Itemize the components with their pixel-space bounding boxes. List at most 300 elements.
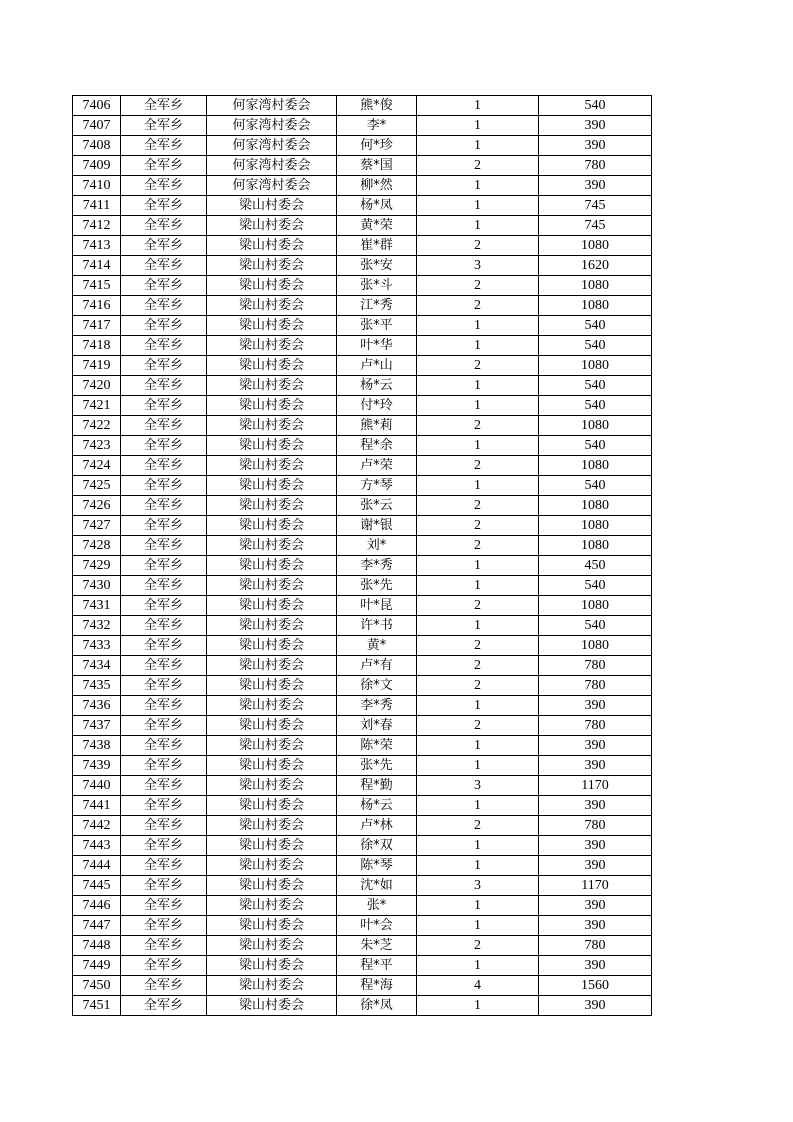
row-number-cell: 7443 — [73, 836, 121, 856]
village-committee-cell: 梁山村委会 — [207, 576, 337, 596]
amount-cell: 1560 — [539, 976, 652, 996]
amount-cell: 540 — [539, 476, 652, 496]
count-cell: 2 — [417, 516, 539, 536]
row-number-cell: 7450 — [73, 976, 121, 996]
township-cell: 全军乡 — [121, 676, 207, 696]
row-number-cell: 7434 — [73, 656, 121, 676]
township-cell: 全军乡 — [121, 176, 207, 196]
table-row — [73, 596, 652, 616]
village-committee-cell: 梁山村委会 — [207, 596, 337, 616]
amount-cell: 390 — [539, 796, 652, 816]
township-cell: 全军乡 — [121, 296, 207, 316]
amount-cell: 450 — [539, 556, 652, 576]
name-cell: 张*云 — [337, 496, 417, 516]
count-cell: 1 — [417, 756, 539, 776]
count-cell: 2 — [417, 496, 539, 516]
count-cell: 3 — [417, 876, 539, 896]
row-number-cell: 7444 — [73, 856, 121, 876]
row-number-cell: 7445 — [73, 876, 121, 896]
township-cell: 全军乡 — [121, 836, 207, 856]
amount-cell: 1080 — [539, 636, 652, 656]
name-cell: 叶*会 — [337, 916, 417, 936]
name-cell: 朱*芝 — [337, 936, 417, 956]
township-cell: 全军乡 — [121, 756, 207, 776]
township-cell: 全军乡 — [121, 416, 207, 436]
name-cell: 刘* — [337, 536, 417, 556]
township-cell: 全军乡 — [121, 476, 207, 496]
township-cell: 全军乡 — [121, 316, 207, 336]
amount-cell: 1080 — [539, 596, 652, 616]
name-cell: 卢*林 — [337, 816, 417, 836]
village-committee-cell: 何家湾村委会 — [207, 96, 337, 116]
table-row — [73, 156, 652, 176]
row-number-cell: 7406 — [73, 96, 121, 116]
village-committee-cell: 梁山村委会 — [207, 936, 337, 956]
township-cell: 全军乡 — [121, 696, 207, 716]
village-committee-cell: 梁山村委会 — [207, 296, 337, 316]
amount-cell: 780 — [539, 816, 652, 836]
village-committee-cell: 梁山村委会 — [207, 436, 337, 456]
count-cell: 2 — [417, 536, 539, 556]
amount-cell: 1080 — [539, 296, 652, 316]
amount-cell: 540 — [539, 96, 652, 116]
township-cell: 全军乡 — [121, 936, 207, 956]
row-number-cell: 7439 — [73, 756, 121, 776]
table-row — [73, 656, 652, 676]
count-cell: 1 — [417, 736, 539, 756]
count-cell: 1 — [417, 836, 539, 856]
name-cell: 卢*山 — [337, 356, 417, 376]
village-committee-cell: 梁山村委会 — [207, 216, 337, 236]
township-cell: 全军乡 — [121, 216, 207, 236]
count-cell: 3 — [417, 776, 539, 796]
amount-cell: 540 — [539, 376, 652, 396]
village-committee-cell: 梁山村委会 — [207, 736, 337, 756]
name-cell: 江*秀 — [337, 296, 417, 316]
township-cell: 全军乡 — [121, 456, 207, 476]
count-cell: 2 — [417, 416, 539, 436]
count-cell: 2 — [417, 456, 539, 476]
village-committee-cell: 梁山村委会 — [207, 656, 337, 676]
amount-cell: 540 — [539, 436, 652, 456]
row-number-cell: 7424 — [73, 456, 121, 476]
count-cell: 1 — [417, 176, 539, 196]
name-cell: 陈*荣 — [337, 736, 417, 756]
amount-cell: 780 — [539, 716, 652, 736]
name-cell: 程*勤 — [337, 776, 417, 796]
count-cell: 2 — [417, 936, 539, 956]
township-cell: 全军乡 — [121, 976, 207, 996]
table-row — [73, 616, 652, 636]
row-number-cell: 7431 — [73, 596, 121, 616]
count-cell: 1 — [417, 616, 539, 636]
table-row — [73, 336, 652, 356]
township-cell: 全军乡 — [121, 396, 207, 416]
row-number-cell: 7416 — [73, 296, 121, 316]
count-cell: 2 — [417, 296, 539, 316]
township-cell: 全军乡 — [121, 256, 207, 276]
table-row — [73, 556, 652, 576]
amount-cell: 745 — [539, 196, 652, 216]
table-row — [73, 856, 652, 876]
row-number-cell: 7418 — [73, 336, 121, 356]
table-row — [73, 256, 652, 276]
village-committee-cell: 梁山村委会 — [207, 256, 337, 276]
village-committee-cell: 梁山村委会 — [207, 836, 337, 856]
row-number-cell: 7449 — [73, 956, 121, 976]
amount-cell: 540 — [539, 396, 652, 416]
village-committee-cell: 梁山村委会 — [207, 636, 337, 656]
village-committee-cell: 梁山村委会 — [207, 236, 337, 256]
amount-cell: 390 — [539, 176, 652, 196]
township-cell: 全军乡 — [121, 496, 207, 516]
amount-cell: 1170 — [539, 876, 652, 896]
table-row — [73, 936, 652, 956]
village-committee-cell: 梁山村委会 — [207, 856, 337, 876]
table-row — [73, 436, 652, 456]
count-cell: 1 — [417, 396, 539, 416]
township-cell: 全军乡 — [121, 776, 207, 796]
row-number-cell: 7422 — [73, 416, 121, 436]
table-row — [73, 696, 652, 716]
name-cell: 熊*俊 — [337, 96, 417, 116]
count-cell: 2 — [417, 676, 539, 696]
village-committee-cell: 梁山村委会 — [207, 416, 337, 436]
township-cell: 全军乡 — [121, 556, 207, 576]
table-row — [73, 916, 652, 936]
village-committee-cell: 梁山村委会 — [207, 816, 337, 836]
amount-cell: 390 — [539, 956, 652, 976]
row-number-cell: 7421 — [73, 396, 121, 416]
village-committee-cell: 梁山村委会 — [207, 196, 337, 216]
amount-cell: 745 — [539, 216, 652, 236]
row-number-cell: 7435 — [73, 676, 121, 696]
name-cell: 徐*双 — [337, 836, 417, 856]
amount-cell: 540 — [539, 616, 652, 636]
table-row — [73, 756, 652, 776]
amount-cell: 1080 — [539, 356, 652, 376]
name-cell: 张* — [337, 896, 417, 916]
name-cell: 程*平 — [337, 956, 417, 976]
name-cell: 李*秀 — [337, 696, 417, 716]
row-number-cell: 7415 — [73, 276, 121, 296]
row-number-cell: 7426 — [73, 496, 121, 516]
table-row — [73, 96, 652, 116]
count-cell: 1 — [417, 996, 539, 1016]
table-row — [73, 176, 652, 196]
data-table — [72, 95, 652, 1016]
table-row — [73, 416, 652, 436]
village-committee-cell: 何家湾村委会 — [207, 136, 337, 156]
village-committee-cell: 梁山村委会 — [207, 356, 337, 376]
count-cell: 1 — [417, 436, 539, 456]
row-number-cell: 7432 — [73, 616, 121, 636]
count-cell: 1 — [417, 956, 539, 976]
name-cell: 方*琴 — [337, 476, 417, 496]
count-cell: 1 — [417, 896, 539, 916]
count-cell: 1 — [417, 316, 539, 336]
name-cell: 杨*云 — [337, 376, 417, 396]
table-row — [73, 456, 652, 476]
table-row — [73, 716, 652, 736]
name-cell: 谢*银 — [337, 516, 417, 536]
amount-cell: 390 — [539, 696, 652, 716]
amount-cell: 390 — [539, 136, 652, 156]
amount-cell: 780 — [539, 656, 652, 676]
table-row — [73, 576, 652, 596]
count-cell: 1 — [417, 856, 539, 876]
count-cell: 1 — [417, 196, 539, 216]
township-cell: 全军乡 — [121, 996, 207, 1016]
village-committee-cell: 梁山村委会 — [207, 316, 337, 336]
township-cell: 全军乡 — [121, 876, 207, 896]
amount-cell: 540 — [539, 336, 652, 356]
table-row — [73, 356, 652, 376]
name-cell: 柳*然 — [337, 176, 417, 196]
amount-cell: 1080 — [539, 496, 652, 516]
count-cell: 2 — [417, 816, 539, 836]
row-number-cell: 7427 — [73, 516, 121, 536]
amount-cell: 1170 — [539, 776, 652, 796]
row-number-cell: 7410 — [73, 176, 121, 196]
row-number-cell: 7420 — [73, 376, 121, 396]
row-number-cell: 7447 — [73, 916, 121, 936]
name-cell: 黄*荣 — [337, 216, 417, 236]
table-row — [73, 276, 652, 296]
name-cell: 杨*云 — [337, 796, 417, 816]
name-cell: 李*秀 — [337, 556, 417, 576]
name-cell: 熊*莉 — [337, 416, 417, 436]
count-cell: 2 — [417, 156, 539, 176]
table-row — [73, 316, 652, 336]
count-cell: 4 — [417, 976, 539, 996]
row-number-cell: 7448 — [73, 936, 121, 956]
row-number-cell: 7437 — [73, 716, 121, 736]
table-row — [73, 496, 652, 516]
count-cell: 2 — [417, 656, 539, 676]
village-committee-cell: 梁山村委会 — [207, 556, 337, 576]
table-row — [73, 396, 652, 416]
village-committee-cell: 梁山村委会 — [207, 496, 337, 516]
name-cell: 程*海 — [337, 976, 417, 996]
row-number-cell: 7442 — [73, 816, 121, 836]
township-cell: 全军乡 — [121, 856, 207, 876]
amount-cell: 390 — [539, 856, 652, 876]
table-body — [73, 96, 652, 1016]
amount-cell: 1080 — [539, 536, 652, 556]
count-cell: 2 — [417, 636, 539, 656]
name-cell: 张*斗 — [337, 276, 417, 296]
township-cell: 全军乡 — [121, 656, 207, 676]
name-cell: 卢*有 — [337, 656, 417, 676]
township-cell: 全军乡 — [121, 116, 207, 136]
table-row — [73, 976, 652, 996]
amount-cell: 390 — [539, 756, 652, 776]
row-number-cell: 7414 — [73, 256, 121, 276]
row-number-cell: 7425 — [73, 476, 121, 496]
village-committee-cell: 梁山村委会 — [207, 716, 337, 736]
name-cell: 徐*文 — [337, 676, 417, 696]
row-number-cell: 7451 — [73, 996, 121, 1016]
count-cell: 1 — [417, 796, 539, 816]
township-cell: 全军乡 — [121, 616, 207, 636]
count-cell: 2 — [417, 356, 539, 376]
township-cell: 全军乡 — [121, 816, 207, 836]
row-number-cell: 7428 — [73, 536, 121, 556]
table-row — [73, 676, 652, 696]
village-committee-cell: 梁山村委会 — [207, 756, 337, 776]
row-number-cell: 7408 — [73, 136, 121, 156]
name-cell: 杨*凤 — [337, 196, 417, 216]
name-cell: 张*安 — [337, 256, 417, 276]
township-cell: 全军乡 — [121, 356, 207, 376]
village-committee-cell: 何家湾村委会 — [207, 116, 337, 136]
name-cell: 蔡*国 — [337, 156, 417, 176]
amount-cell: 1080 — [539, 456, 652, 476]
name-cell: 卢*荣 — [337, 456, 417, 476]
table-row — [73, 776, 652, 796]
village-committee-cell: 梁山村委会 — [207, 336, 337, 356]
name-cell: 沈*如 — [337, 876, 417, 896]
row-number-cell: 7441 — [73, 796, 121, 816]
count-cell: 1 — [417, 216, 539, 236]
name-cell: 李* — [337, 116, 417, 136]
village-committee-cell: 何家湾村委会 — [207, 156, 337, 176]
name-cell: 张*平 — [337, 316, 417, 336]
township-cell: 全军乡 — [121, 576, 207, 596]
amount-cell: 1080 — [539, 236, 652, 256]
table-row — [73, 476, 652, 496]
table-row — [73, 216, 652, 236]
count-cell: 3 — [417, 256, 539, 276]
row-number-cell: 7413 — [73, 236, 121, 256]
township-cell: 全军乡 — [121, 736, 207, 756]
township-cell: 全军乡 — [121, 916, 207, 936]
village-committee-cell: 何家湾村委会 — [207, 176, 337, 196]
township-cell: 全军乡 — [121, 956, 207, 976]
name-cell: 陈*琴 — [337, 856, 417, 876]
row-number-cell: 7417 — [73, 316, 121, 336]
amount-cell: 540 — [539, 576, 652, 596]
table-row — [73, 116, 652, 136]
amount-cell: 390 — [539, 836, 652, 856]
table-row — [73, 296, 652, 316]
village-committee-cell: 梁山村委会 — [207, 796, 337, 816]
township-cell: 全军乡 — [121, 716, 207, 736]
table-row — [73, 956, 652, 976]
count-cell: 1 — [417, 336, 539, 356]
township-cell: 全军乡 — [121, 376, 207, 396]
name-cell: 徐*凤 — [337, 996, 417, 1016]
township-cell: 全军乡 — [121, 516, 207, 536]
amount-cell: 780 — [539, 676, 652, 696]
village-committee-cell: 梁山村委会 — [207, 536, 337, 556]
name-cell: 张*先 — [337, 756, 417, 776]
name-cell: 叶*华 — [337, 336, 417, 356]
row-number-cell: 7430 — [73, 576, 121, 596]
amount-cell: 540 — [539, 316, 652, 336]
village-committee-cell: 梁山村委会 — [207, 456, 337, 476]
table-row — [73, 876, 652, 896]
row-number-cell: 7423 — [73, 436, 121, 456]
village-committee-cell: 梁山村委会 — [207, 916, 337, 936]
township-cell: 全军乡 — [121, 636, 207, 656]
table-row — [73, 896, 652, 916]
village-committee-cell: 梁山村委会 — [207, 996, 337, 1016]
count-cell: 1 — [417, 376, 539, 396]
amount-cell: 1080 — [539, 516, 652, 536]
amount-cell: 1080 — [539, 276, 652, 296]
count-cell: 1 — [417, 136, 539, 156]
name-cell: 付*玲 — [337, 396, 417, 416]
township-cell: 全军乡 — [121, 96, 207, 116]
count-cell: 2 — [417, 236, 539, 256]
table-row — [73, 516, 652, 536]
table-row — [73, 636, 652, 656]
village-committee-cell: 梁山村委会 — [207, 696, 337, 716]
count-cell: 1 — [417, 696, 539, 716]
name-cell: 程*余 — [337, 436, 417, 456]
row-number-cell: 7446 — [73, 896, 121, 916]
row-number-cell: 7419 — [73, 356, 121, 376]
name-cell: 张*先 — [337, 576, 417, 596]
count-cell: 1 — [417, 576, 539, 596]
count-cell: 2 — [417, 596, 539, 616]
amount-cell: 390 — [539, 996, 652, 1016]
village-committee-cell: 梁山村委会 — [207, 396, 337, 416]
table-row — [73, 796, 652, 816]
count-cell: 1 — [417, 96, 539, 116]
table-row — [73, 996, 652, 1016]
village-committee-cell: 梁山村委会 — [207, 476, 337, 496]
count-cell: 1 — [417, 116, 539, 136]
count-cell: 2 — [417, 716, 539, 736]
count-cell: 1 — [417, 556, 539, 576]
row-number-cell: 7438 — [73, 736, 121, 756]
township-cell: 全军乡 — [121, 536, 207, 556]
township-cell: 全军乡 — [121, 336, 207, 356]
row-number-cell: 7433 — [73, 636, 121, 656]
township-cell: 全军乡 — [121, 436, 207, 456]
count-cell: 1 — [417, 916, 539, 936]
township-cell: 全军乡 — [121, 196, 207, 216]
row-number-cell: 7409 — [73, 156, 121, 176]
township-cell: 全军乡 — [121, 236, 207, 256]
name-cell: 黄* — [337, 636, 417, 656]
amount-cell: 390 — [539, 916, 652, 936]
township-cell: 全军乡 — [121, 796, 207, 816]
village-committee-cell: 梁山村委会 — [207, 676, 337, 696]
row-number-cell: 7407 — [73, 116, 121, 136]
village-committee-cell: 梁山村委会 — [207, 896, 337, 916]
table-row — [73, 236, 652, 256]
amount-cell: 1620 — [539, 256, 652, 276]
amount-cell: 1080 — [539, 416, 652, 436]
count-cell: 2 — [417, 276, 539, 296]
amount-cell: 390 — [539, 116, 652, 136]
village-committee-cell: 梁山村委会 — [207, 516, 337, 536]
township-cell: 全军乡 — [121, 896, 207, 916]
row-number-cell: 7429 — [73, 556, 121, 576]
table-row — [73, 136, 652, 156]
amount-cell: 390 — [539, 736, 652, 756]
village-committee-cell: 梁山村委会 — [207, 876, 337, 896]
township-cell: 全军乡 — [121, 136, 207, 156]
row-number-cell: 7440 — [73, 776, 121, 796]
amount-cell: 780 — [539, 156, 652, 176]
village-committee-cell: 梁山村委会 — [207, 776, 337, 796]
row-number-cell: 7436 — [73, 696, 121, 716]
